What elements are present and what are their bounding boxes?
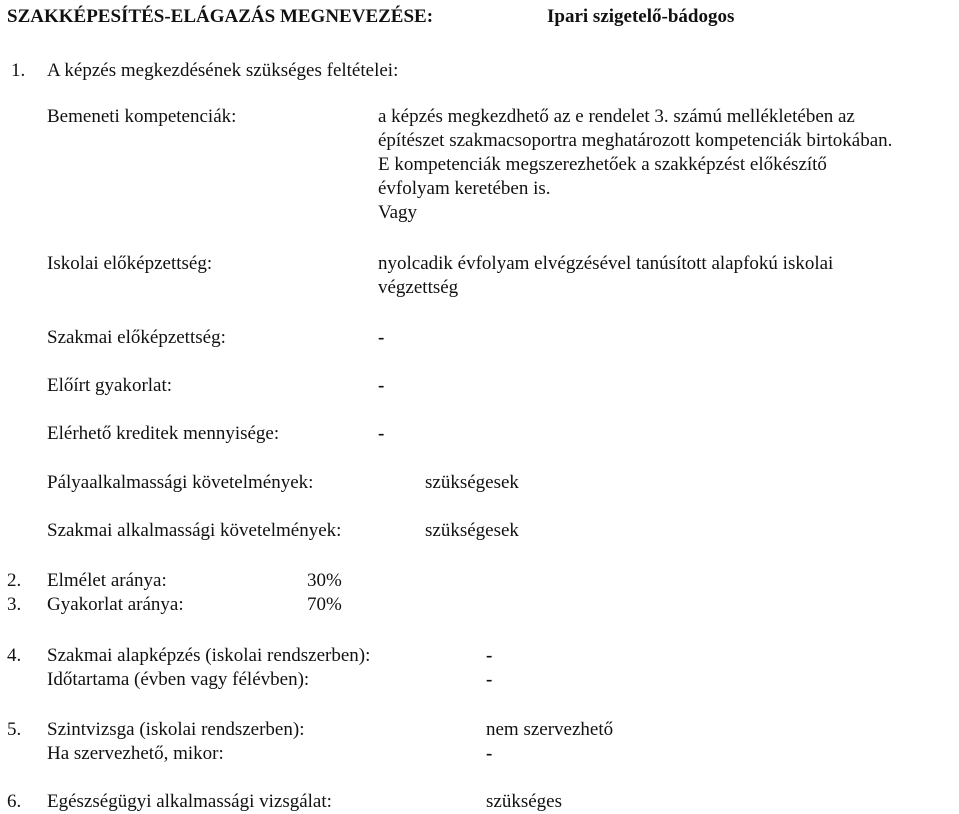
palyaalkalmassagi-value: szükségesek bbox=[425, 472, 519, 493]
szakmai-elokepzettseg-label: Szakmai előképzettség: bbox=[47, 327, 226, 348]
section-6-number: 6. bbox=[7, 791, 22, 812]
idotartama-label: Időtartama (évben vagy félévben): bbox=[47, 669, 310, 690]
kredit-value: - bbox=[378, 423, 385, 444]
eloirt-gyakorlat-value: - bbox=[378, 375, 385, 396]
kredit-label: Elérhető kreditek mennyisége: bbox=[47, 423, 280, 444]
qualification-label: SZAKKÉPESÍTÉS-ELÁGAZÁS MEGNEVEZÉSE: bbox=[7, 6, 434, 27]
szintvizsga-label: Szintvizsga (iskolai rendszerben): bbox=[47, 719, 305, 740]
bemeneti-line-3: E kompetenciák megszerezhetőek a szakképzést előkészítő bbox=[378, 154, 827, 175]
section-2-number: 2. bbox=[7, 570, 22, 591]
szakmai-alapkepzes-label: Szakmai alapképzés (iskolai rendszerben): bbox=[47, 645, 371, 666]
qualification-value: Ipari szigetelő-bádogos bbox=[547, 6, 735, 27]
elmelet-value: 30% bbox=[307, 570, 342, 591]
elmelet-label: Elmélet aránya: bbox=[47, 570, 167, 591]
bemeneti-line-2: építészet szakmacsoportra meghatározott kompetenciák birtokában. bbox=[378, 130, 893, 151]
ha-szervezheto-label: Ha szervezhető, mikor: bbox=[47, 743, 224, 764]
section-1-title: A képzés megkezdésének szükséges feltételei: bbox=[47, 60, 399, 81]
szakmai-elokepzettseg-value: - bbox=[378, 327, 385, 348]
szakmai-alapkepzes-value: - bbox=[486, 645, 493, 666]
section-1-number: 1. bbox=[11, 60, 26, 81]
szintvizsga-value: nem szervezhető bbox=[486, 719, 614, 740]
bemeneti-label: Bemeneti kompetenciák: bbox=[47, 106, 237, 127]
eloirt-gyakorlat-label: Előírt gyakorlat: bbox=[47, 375, 173, 396]
szakmai-alkalmassagi-value: szükségesek bbox=[425, 520, 519, 541]
egeszsegugyi-value: szükséges bbox=[486, 791, 562, 812]
szakmai-alkalmassagi-label: Szakmai alkalmassági követelmények: bbox=[47, 520, 342, 541]
bemeneti-line-5: Vagy bbox=[378, 202, 418, 223]
idotartama-value: - bbox=[486, 669, 493, 690]
section-5-number: 5. bbox=[7, 719, 22, 740]
bemeneti-line-1: a képzés megkezdhető az e rendelet 3. számú mellékletében az bbox=[378, 106, 855, 127]
palyaalkalmassagi-label: Pályaalkalmassági követelmények: bbox=[47, 472, 314, 493]
section-3-number: 3. bbox=[7, 594, 22, 615]
bemeneti-line-4: évfolyam keretében is. bbox=[378, 178, 551, 199]
gyakorlat-label: Gyakorlat aránya: bbox=[47, 594, 184, 615]
iskolai-label: Iskolai előképzettség: bbox=[47, 253, 213, 274]
section-4-number: 4. bbox=[7, 645, 22, 666]
gyakorlat-value: 70% bbox=[307, 594, 342, 615]
ha-szervezheto-value: - bbox=[486, 743, 493, 764]
egeszsegugyi-label: Egészségügyi alkalmassági vizsgálat: bbox=[47, 791, 332, 812]
iskolai-line-2: végzettség bbox=[378, 277, 459, 298]
iskolai-line-1: nyolcadik évfolyam elvégzésével tanúsított alapfokú iskolai bbox=[378, 253, 834, 274]
